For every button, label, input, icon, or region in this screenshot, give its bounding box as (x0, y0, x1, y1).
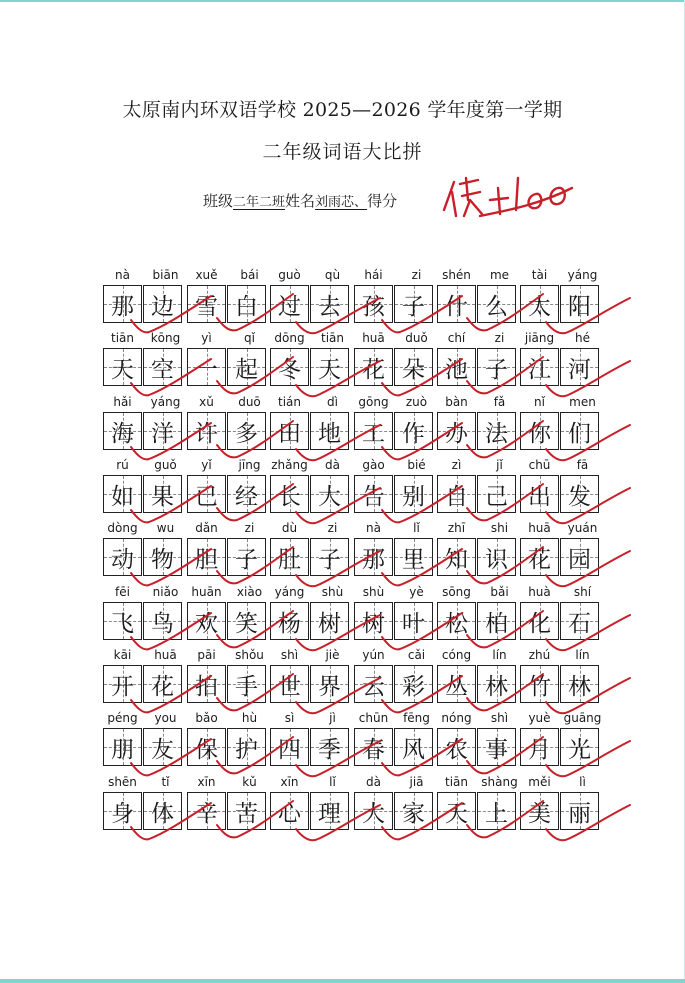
handwritten-character: 体 (151, 800, 174, 827)
check-mark-icon (209, 480, 301, 530)
check-mark-icon (209, 670, 301, 720)
check-mark-icon (209, 797, 301, 847)
check-mark-icon (125, 607, 217, 657)
check-mark-icon (125, 733, 217, 783)
handwritten-character: 笑 (235, 610, 258, 637)
check-mark-icon (542, 670, 634, 720)
handwritten-character: 松 (445, 610, 468, 637)
handwritten-character: 那 (362, 546, 385, 573)
pinyin-syllable: shí (573, 585, 592, 599)
pinyin-syllable: lǐ (413, 521, 420, 535)
check-mark-icon (125, 543, 217, 593)
pinyin-syllable: yì (201, 331, 212, 345)
pinyin-syllable: zhú (528, 648, 551, 662)
pinyin-syllable: shǒu (235, 648, 264, 662)
pinyin-syllable: hù (241, 711, 258, 725)
pinyin-syllable: shì (490, 711, 509, 725)
handwritten-character: 别 (402, 483, 425, 510)
pinyin-syllable: dì (327, 395, 338, 409)
check-mark-icon (376, 480, 468, 530)
check-mark-icon (376, 290, 468, 340)
check-mark-icon (292, 480, 384, 530)
pinyin-syllable: chū (528, 458, 551, 472)
pinyin-syllable: duǒ (405, 331, 428, 345)
handwritten-character: 花 (151, 673, 174, 700)
pinyin-row (520, 268, 606, 284)
pinyin-syllable: lǐ (329, 775, 336, 789)
pinyin-syllable: huā (528, 521, 551, 535)
pinyin-syllable: rú (116, 458, 129, 472)
pinyin-syllable: měi (528, 775, 551, 789)
pinyin-syllable: nà (115, 268, 130, 282)
handwritten-character: 园 (568, 546, 591, 573)
handwritten-character: 天 (111, 356, 134, 383)
pinyin-syllable: lín (492, 648, 507, 662)
pinyin-row (187, 268, 273, 284)
handwritten-character: 办 (445, 420, 468, 447)
handwritten-character: 发 (568, 483, 591, 510)
handwritten-character: 季 (318, 736, 341, 763)
handwritten-character: 花 (528, 546, 551, 573)
handwritten-character: 上 (485, 800, 508, 827)
handwritten-character: 知 (445, 546, 468, 573)
handwritten-character: 么 (485, 293, 508, 320)
pinyin-syllable: kǔ (242, 775, 257, 789)
check-mark-icon (459, 543, 551, 593)
pinyin-syllable: biān (152, 268, 179, 282)
handwritten-character: 如 (111, 483, 134, 510)
handwritten-character: 池 (445, 356, 468, 383)
handwritten-character: 林 (485, 673, 508, 700)
check-mark-icon (292, 353, 384, 403)
handwritten-character: 孩 (362, 293, 385, 320)
pinyin-syllable: bǎi (490, 585, 509, 599)
pinyin-syllable: guǒ (154, 458, 177, 472)
handwritten-character: 天 (318, 356, 341, 383)
pinyin-row (354, 268, 440, 284)
handwritten-character: 竹 (528, 673, 551, 700)
handwritten-character: 肚 (278, 546, 301, 573)
pinyin-syllable: yuán (567, 521, 598, 535)
handwritten-character: 子 (318, 546, 341, 573)
pinyin-syllable: fēng (403, 711, 430, 725)
pinyin-syllable: dà (366, 775, 381, 789)
check-mark-icon (209, 607, 301, 657)
pinyin-syllable: tiān (321, 331, 344, 345)
handwritten-character: 果 (151, 483, 174, 510)
worksheet-title: 太原南内环双语学校 2025—2026 学年度第一学期 (122, 99, 563, 121)
pinyin-syllable: tǐ (161, 775, 170, 789)
handwritten-character: 胆 (195, 546, 218, 573)
pinyin-syllable: yuè (528, 711, 551, 725)
handwritten-character: 什 (445, 293, 468, 320)
pinyin-syllable: kāi (113, 648, 132, 662)
handwritten-character: 飞 (111, 610, 134, 637)
check-mark-icon (125, 353, 217, 403)
handwritten-character: 家 (402, 800, 425, 827)
pinyin-syllable: shàng (481, 775, 518, 789)
pinyin-syllable: kōng (150, 331, 181, 345)
pinyin-syllable: guāng (563, 711, 602, 725)
pinyin-syllable: yǐ (201, 458, 212, 472)
handwritten-character: 动 (111, 546, 134, 573)
handwritten-character: 手 (235, 673, 258, 700)
name-value: 刘雨芯、 (315, 195, 368, 210)
pinyin-row (103, 268, 189, 284)
pinyin-syllable: pāi (197, 648, 216, 662)
handwritten-character: 辛 (195, 800, 218, 827)
check-mark-icon (125, 290, 217, 340)
handwritten-character: 护 (235, 736, 258, 763)
handwritten-character: 一 (195, 356, 218, 383)
pinyin-syllable: huān (191, 585, 222, 599)
check-mark-icon (459, 670, 551, 720)
pinyin-syllable: lì (579, 775, 586, 789)
check-mark-icon (292, 417, 384, 467)
pinyin-syllable: dà (325, 458, 340, 472)
handwritten-character: 出 (528, 483, 551, 510)
pinyin-syllable: zi (494, 331, 505, 345)
handwritten-character: 告 (362, 483, 385, 510)
check-mark-icon (542, 353, 634, 403)
handwritten-character: 花 (362, 356, 385, 383)
handwritten-character: 化 (528, 610, 551, 637)
handwritten-character: 身 (111, 800, 134, 827)
class-label: 班级 (203, 192, 234, 210)
handwritten-character: 过 (278, 293, 301, 320)
handwritten-character: 里 (402, 546, 425, 573)
class-value: 二年二班 (233, 195, 286, 210)
pinyin-syllable: yáng (150, 395, 181, 409)
pinyin-syllable: jiè (325, 648, 340, 662)
handwritten-character: 作 (402, 420, 425, 447)
pinyin-syllable: bái (240, 268, 259, 282)
handwritten-character: 自 (445, 483, 468, 510)
pinyin-syllable: zhī (447, 521, 466, 535)
pinyin-syllable: nà (366, 521, 381, 535)
pinyin-syllable: yún (362, 648, 385, 662)
worksheet-subtitle: 二年级词语大比拼 (262, 141, 423, 163)
check-mark-icon (376, 543, 468, 593)
handwritten-character: 理 (318, 800, 341, 827)
check-mark-icon (542, 543, 634, 593)
handwritten-character: 长 (278, 483, 301, 510)
pinyin-syllable: huà (528, 585, 551, 599)
check-mark-icon (125, 417, 217, 467)
handwritten-character: 雪 (195, 293, 218, 320)
handwritten-character: 丽 (568, 800, 591, 827)
pinyin-syllable: hé (575, 331, 590, 345)
check-mark-icon (459, 417, 551, 467)
handwritten-character: 春 (362, 736, 385, 763)
check-mark-icon (209, 353, 301, 403)
handwritten-character: 起 (235, 356, 258, 383)
pinyin-syllable: me (489, 268, 510, 282)
check-mark-icon (209, 733, 301, 783)
handwritten-character: 叶 (402, 610, 425, 637)
handwritten-character: 彩 (402, 673, 425, 700)
handwritten-character: 月 (528, 736, 551, 763)
handwritten-character: 物 (151, 546, 174, 573)
handwritten-character: 林 (568, 673, 591, 700)
pinyin-syllable: zhǎng (271, 458, 308, 472)
handwritten-character: 界 (318, 673, 341, 700)
pinyin-syllable: wu (156, 521, 175, 535)
check-mark-icon (125, 797, 217, 847)
pinyin-syllable: dù (281, 521, 298, 535)
handwritten-character: 子 (402, 293, 425, 320)
check-mark-icon (376, 733, 468, 783)
handwritten-character: 太 (528, 293, 551, 320)
check-mark-icon (459, 607, 551, 657)
check-mark-icon (376, 417, 468, 467)
handwritten-character: 四 (278, 736, 301, 763)
check-mark-icon (209, 417, 301, 467)
check-mark-icon (292, 607, 384, 657)
check-mark-icon (376, 353, 468, 403)
handwritten-character: 法 (485, 420, 508, 447)
pinyin-syllable: qù (324, 268, 341, 282)
check-mark-icon (292, 733, 384, 783)
check-mark-icon (542, 607, 634, 657)
handwritten-character: 石 (568, 610, 591, 637)
pinyin-syllable: jiā (409, 775, 424, 789)
pinyin-syllable: dōng (274, 331, 305, 345)
pinyin-syllable: sì (284, 711, 295, 725)
pinyin-syllable: xīn (280, 775, 299, 789)
pinyin-syllable: fēi (115, 585, 130, 599)
handwritten-character: 多 (235, 420, 258, 447)
handwritten-character: 树 (318, 610, 341, 637)
check-mark-icon (459, 353, 551, 403)
pinyin-syllable: shén (442, 268, 471, 282)
pinyin-syllable: yáng (274, 585, 305, 599)
check-mark-icon (459, 733, 551, 783)
pinyin-syllable: chūn (358, 711, 389, 725)
pinyin-syllable: men (569, 395, 596, 409)
check-mark-icon (209, 290, 301, 340)
handwritten-character: 识 (485, 546, 508, 573)
pinyin-syllable: chí (447, 331, 466, 345)
pinyin-syllable: jì (329, 711, 336, 725)
pinyin-syllable: shēn (108, 775, 137, 789)
check-mark-icon (542, 417, 634, 467)
handwritten-character: 保 (195, 736, 218, 763)
handwritten-character: 边 (151, 293, 174, 320)
pinyin-syllable: bàn (445, 395, 468, 409)
pinyin-syllable: tián (278, 395, 301, 409)
handwritten-character: 经 (235, 483, 258, 510)
check-mark-icon (376, 670, 468, 720)
check-mark-icon (125, 480, 217, 530)
pinyin-syllable: bǎo (195, 711, 218, 725)
handwritten-character: 友 (151, 736, 174, 763)
pinyin-syllable: yè (409, 585, 424, 599)
pinyin-row (437, 268, 523, 284)
pinyin-syllable: xīn (197, 775, 216, 789)
pinyin-syllable: shì (280, 648, 299, 662)
pinyin-syllable: xiào (236, 585, 263, 599)
pinyin-syllable: zi (244, 521, 255, 535)
pinyin-syllable: tiān (111, 331, 134, 345)
pinyin-syllable: jǐ (496, 458, 503, 472)
handwritten-character: 云 (362, 673, 385, 700)
handwritten-character: 已 (195, 483, 218, 510)
pinyin-row (270, 268, 356, 284)
handwritten-character: 农 (445, 736, 468, 763)
handwritten-character: 阳 (568, 293, 591, 320)
handwritten-character: 大 (362, 800, 385, 827)
handwritten-character: 开 (111, 673, 134, 700)
pinyin-syllable: duō (238, 395, 261, 409)
pinyin-syllable: nǐ (534, 395, 545, 409)
check-mark-icon (292, 797, 384, 847)
pinyin-syllable: cǎi (407, 648, 426, 662)
pinyin-syllable: fǎ (493, 395, 506, 409)
handwritten-character: 柏 (485, 610, 508, 637)
pinyin-syllable: huā (154, 648, 177, 662)
handwritten-character: 世 (278, 673, 301, 700)
pinyin-syllable: tài (531, 268, 548, 282)
pinyin-syllable: shù (321, 585, 344, 599)
pinyin-syllable: péng (107, 711, 138, 725)
pinyin-syllable: fā (576, 458, 589, 472)
handwritten-character: 天 (445, 800, 468, 827)
handwritten-character: 心 (278, 800, 301, 827)
pinyin-syllable: sōng (442, 585, 471, 599)
handwritten-character: 冬 (278, 356, 301, 383)
pinyin-syllable: zì (451, 458, 462, 472)
handwritten-character: 白 (235, 293, 258, 320)
check-mark-icon (292, 670, 384, 720)
pinyin-syllable: dǎn (195, 521, 218, 535)
handwritten-character: 树 (362, 610, 385, 637)
pinyin-syllable: hái (364, 268, 383, 282)
handwritten-character: 子 (485, 356, 508, 383)
handwritten-character: 海 (111, 420, 134, 447)
handwritten-character: 欢 (195, 610, 218, 637)
handwritten-character: 田 (278, 420, 301, 447)
pinyin-syllable: jiāng (524, 331, 555, 345)
handwritten-character: 江 (528, 356, 551, 383)
pinyin-syllable: lín (575, 648, 590, 662)
handwritten-character: 洋 (151, 420, 174, 447)
pinyin-syllable: nóng (441, 711, 472, 725)
pinyin-syllable: shi (490, 521, 509, 535)
handwritten-character: 朵 (402, 356, 425, 383)
pinyin-syllable: you (154, 711, 177, 725)
check-mark-icon (376, 797, 468, 847)
check-mark-icon (209, 543, 301, 593)
handwritten-character: 朋 (111, 736, 134, 763)
check-mark-icon (292, 290, 384, 340)
handwritten-character: 们 (568, 420, 591, 447)
pinyin-syllable: xǔ (199, 395, 214, 409)
pinyin-syllable: jīng (238, 458, 261, 472)
pinyin-syllable: gào (362, 458, 385, 472)
check-mark-icon (542, 290, 634, 340)
pinyin-syllable: zi (411, 268, 422, 282)
handwritten-character: 你 (528, 420, 551, 447)
check-mark-icon (459, 797, 551, 847)
pinyin-syllable: bié (407, 458, 426, 472)
pinyin-syllable: shù (362, 585, 385, 599)
pinyin-syllable: yáng (567, 268, 598, 282)
handwritten-character: 拍 (195, 673, 218, 700)
handwritten-character: 美 (528, 800, 551, 827)
check-mark-icon (125, 670, 217, 720)
pinyin-syllable: guò (278, 268, 301, 282)
check-mark-icon (542, 797, 634, 847)
check-mark-icon (542, 480, 634, 530)
pinyin-syllable: huā (362, 331, 385, 345)
pinyin-syllable: zuò (405, 395, 428, 409)
pinyin-syllable: tiān (445, 775, 468, 789)
handwritten-character: 空 (151, 356, 174, 383)
pinyin-syllable: zi (327, 521, 338, 535)
handwritten-character: 丛 (445, 673, 468, 700)
handwritten-character: 大 (318, 483, 341, 510)
pinyin-syllable: niǎo (152, 585, 179, 599)
pinyin-syllable: qǐ (244, 331, 255, 345)
pinyin-syllable: xuě (195, 268, 218, 282)
name-label: 姓名 (285, 192, 316, 210)
handwritten-character: 事 (485, 736, 508, 763)
pinyin-syllable: gōng (358, 395, 389, 409)
check-mark-icon (542, 733, 634, 783)
handwritten-character: 地 (318, 420, 341, 447)
handwritten-character: 许 (195, 420, 218, 447)
handwritten-character: 那 (111, 293, 134, 320)
pinyin-syllable: cóng (441, 648, 472, 662)
pinyin-syllable: dòng (107, 521, 138, 535)
check-mark-icon (459, 480, 551, 530)
check-mark-icon (376, 607, 468, 657)
handwritten-character: 河 (568, 356, 591, 383)
check-mark-icon (292, 543, 384, 593)
handwritten-character: 风 (402, 736, 425, 763)
handwritten-character: 己 (485, 483, 508, 510)
check-mark-icon (459, 290, 551, 340)
handwritten-character: 苦 (235, 800, 258, 827)
handwritten-character: 杨 (278, 610, 301, 637)
pinyin-syllable: hǎi (113, 395, 132, 409)
handwritten-character: 去 (318, 293, 341, 320)
handwritten-character: 光 (568, 736, 591, 763)
handwritten-character: 鸟 (151, 610, 174, 637)
handwritten-character: 工 (362, 420, 385, 447)
score-label: 得分 (367, 192, 398, 210)
handwritten-character: 子 (235, 546, 258, 573)
